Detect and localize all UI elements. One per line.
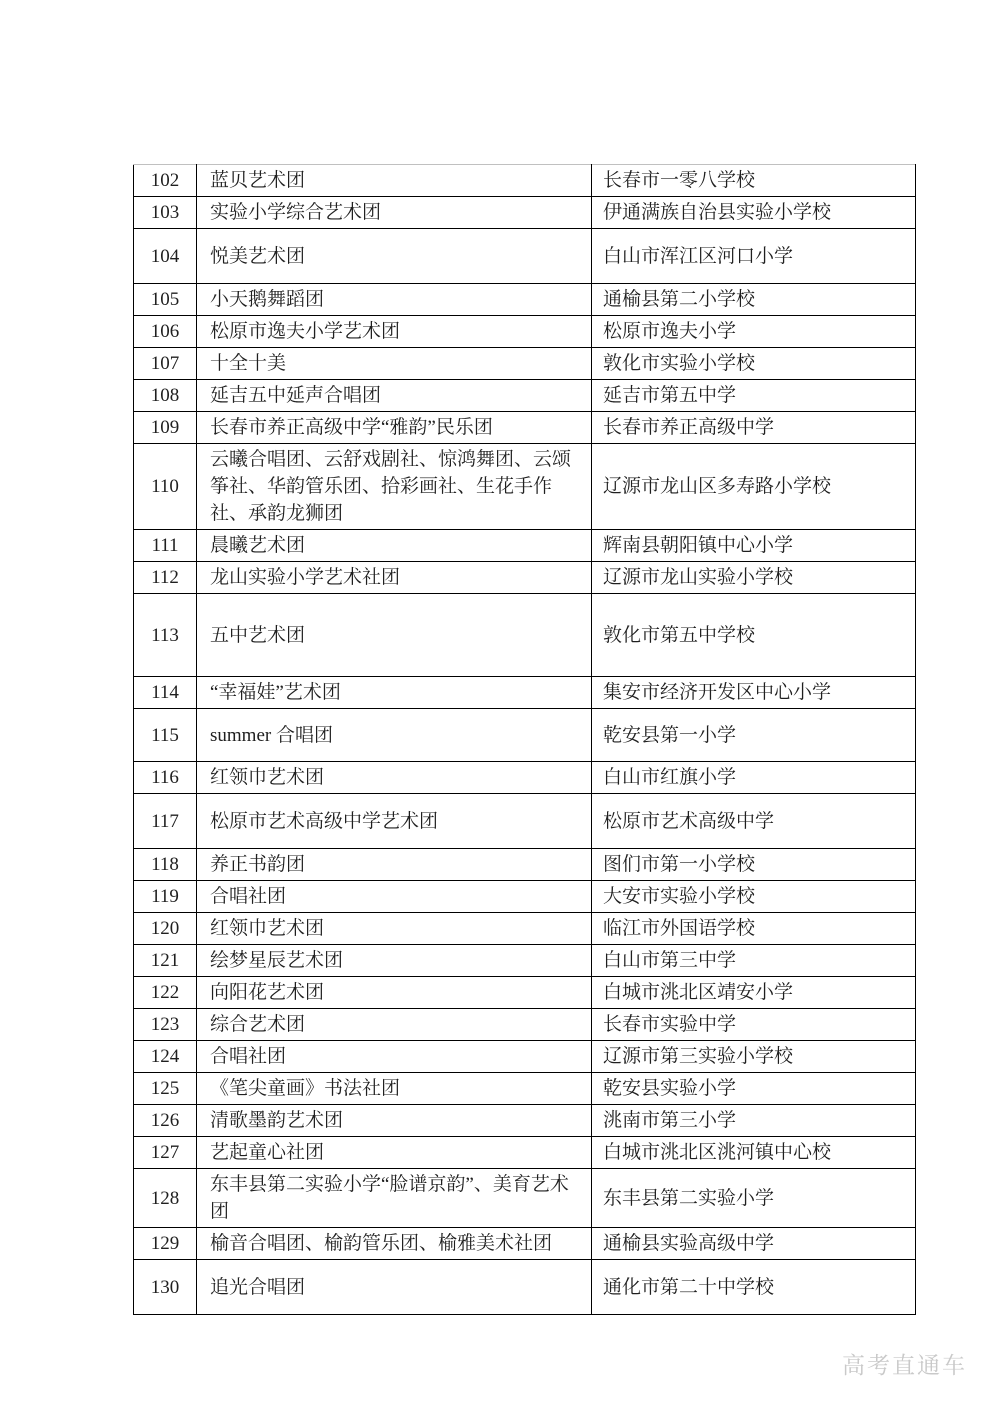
school-name-cell: 乾安县第一小学 bbox=[592, 709, 916, 762]
table-row bbox=[134, 380, 916, 412]
table-row bbox=[134, 1169, 916, 1228]
group-name-cell: 艺起童心社团 bbox=[197, 1137, 592, 1169]
group-name-cell: 榆音合唱团、榆韵管乐团、榆雅美术社团 bbox=[197, 1228, 592, 1260]
school-name-cell: 洮南市第三小学 bbox=[592, 1105, 916, 1137]
row-number-cell: 130 bbox=[134, 1260, 197, 1315]
row-number-cell: 121 bbox=[134, 945, 197, 977]
school-name-cell: 辽源市龙山实验小学校 bbox=[592, 562, 916, 594]
school-name-cell: 白山市浑江区河口小学 bbox=[592, 229, 916, 284]
school-name-cell: 敦化市第五中学校 bbox=[592, 594, 916, 677]
school-name-cell: 大安市实验小学校 bbox=[592, 881, 916, 913]
group-name-cell: 合唱社团 bbox=[197, 881, 592, 913]
table-body bbox=[134, 165, 916, 1315]
school-name-cell: 长春市一零八学校 bbox=[592, 165, 916, 197]
table-row bbox=[134, 594, 916, 677]
group-name-cell: 五中艺术团 bbox=[197, 594, 592, 677]
group-name-cell: “幸福娃”艺术团 bbox=[197, 677, 592, 709]
table-row bbox=[134, 1260, 916, 1315]
school-name-cell: 长春市养正高级中学 bbox=[592, 412, 916, 444]
school-name-cell: 乾安县实验小学 bbox=[592, 1073, 916, 1105]
group-name-cell: 追光合唱团 bbox=[197, 1260, 592, 1315]
table-row bbox=[134, 1041, 916, 1073]
row-number-cell: 118 bbox=[134, 849, 197, 881]
watermark: 高考直通车 bbox=[842, 1353, 967, 1378]
group-name-cell: 《笔尖童画》书法社团 bbox=[197, 1073, 592, 1105]
group-name-cell: 实验小学综合艺术团 bbox=[197, 197, 592, 229]
group-name-cell: 十全十美 bbox=[197, 348, 592, 380]
table-row bbox=[134, 197, 916, 229]
group-name-cell: 清歌墨韵艺术团 bbox=[197, 1105, 592, 1137]
group-name-cell: 东丰县第二实验小学“脸谱京韵”、美育艺术团 bbox=[197, 1169, 592, 1228]
table-row bbox=[134, 709, 916, 762]
row-number-cell: 104 bbox=[134, 229, 197, 284]
table-row bbox=[134, 677, 916, 709]
school-name-cell: 伊通满族自治县实验小学校 bbox=[592, 197, 916, 229]
table-row bbox=[134, 913, 916, 945]
group-name-cell: 合唱社团 bbox=[197, 1041, 592, 1073]
school-name-cell: 东丰县第二实验小学 bbox=[592, 1169, 916, 1228]
row-number-cell: 119 bbox=[134, 881, 197, 913]
row-number-cell: 120 bbox=[134, 913, 197, 945]
school-name-cell: 敦化市实验小学校 bbox=[592, 348, 916, 380]
group-name-cell: 蓝贝艺术团 bbox=[197, 165, 592, 197]
school-name-cell: 通榆县第二小学校 bbox=[592, 284, 916, 316]
table-row bbox=[134, 1105, 916, 1137]
row-number-cell: 110 bbox=[134, 444, 197, 530]
group-name-cell: 红领巾艺术团 bbox=[197, 762, 592, 794]
row-number-cell: 111 bbox=[134, 530, 197, 562]
row-number-cell: 123 bbox=[134, 1009, 197, 1041]
row-number-cell: 113 bbox=[134, 594, 197, 677]
school-name-cell: 白山市第三中学 bbox=[592, 945, 916, 977]
school-name-cell: 辽源市第三实验小学校 bbox=[592, 1041, 916, 1073]
group-name-cell: 养正书韵团 bbox=[197, 849, 592, 881]
row-number-cell: 109 bbox=[134, 412, 197, 444]
table-row bbox=[134, 1137, 916, 1169]
table-row bbox=[134, 316, 916, 348]
school-name-cell: 白山市红旗小学 bbox=[592, 762, 916, 794]
row-number-cell: 129 bbox=[134, 1228, 197, 1260]
row-number-cell: 103 bbox=[134, 197, 197, 229]
group-name-cell: 晨曦艺术团 bbox=[197, 530, 592, 562]
row-number-cell: 115 bbox=[134, 709, 197, 762]
table-row bbox=[134, 881, 916, 913]
school-name-cell: 临江市外国语学校 bbox=[592, 913, 916, 945]
table-row bbox=[134, 794, 916, 849]
school-name-cell: 长春市实验中学 bbox=[592, 1009, 916, 1041]
group-name-cell: 综合艺术团 bbox=[197, 1009, 592, 1041]
row-number-cell: 125 bbox=[134, 1073, 197, 1105]
school-name-cell: 延吉市第五中学 bbox=[592, 380, 916, 412]
row-number-cell: 116 bbox=[134, 762, 197, 794]
row-number-cell: 107 bbox=[134, 348, 197, 380]
row-number-cell: 128 bbox=[134, 1169, 197, 1228]
table-row bbox=[134, 412, 916, 444]
table-row bbox=[134, 977, 916, 1009]
table-row bbox=[134, 530, 916, 562]
table-row bbox=[134, 849, 916, 881]
group-name-cell: 松原市逸夫小学艺术团 bbox=[197, 316, 592, 348]
group-name-cell: 延吉五中延声合唱团 bbox=[197, 380, 592, 412]
table-row bbox=[134, 1073, 916, 1105]
table-row bbox=[134, 348, 916, 380]
group-name-cell: 悦美艺术团 bbox=[197, 229, 592, 284]
group-name-cell: 小天鹅舞蹈团 bbox=[197, 284, 592, 316]
group-name-cell: 长春市养正高级中学“雅韵”民乐团 bbox=[197, 412, 592, 444]
row-number-cell: 114 bbox=[134, 677, 197, 709]
row-number-cell: 127 bbox=[134, 1137, 197, 1169]
group-name-cell: 龙山实验小学艺术社团 bbox=[197, 562, 592, 594]
table-row bbox=[134, 562, 916, 594]
document-table bbox=[133, 164, 916, 1315]
group-name-cell: summer 合唱团 bbox=[197, 709, 592, 762]
school-name-cell: 辉南县朝阳镇中心小学 bbox=[592, 530, 916, 562]
table-row bbox=[134, 165, 916, 197]
table-row bbox=[134, 762, 916, 794]
row-number-cell: 108 bbox=[134, 380, 197, 412]
school-name-cell: 通榆县实验高级中学 bbox=[592, 1228, 916, 1260]
school-name-cell: 白城市洮北区洮河镇中心校 bbox=[592, 1137, 916, 1169]
table-row bbox=[134, 1009, 916, 1041]
school-name-cell: 松原市艺术高级中学 bbox=[592, 794, 916, 849]
row-number-cell: 117 bbox=[134, 794, 197, 849]
school-name-cell: 松原市逸夫小学 bbox=[592, 316, 916, 348]
group-name-cell: 松原市艺术高级中学艺术团 bbox=[197, 794, 592, 849]
table-row bbox=[134, 945, 916, 977]
table-row bbox=[134, 444, 916, 530]
group-name-cell: 云曦合唱团、云舒戏剧社、惊鸿舞团、云颂筝社、华韵管乐团、拾彩画社、生花手作社、承韵龙狮团 bbox=[197, 444, 592, 530]
table-row bbox=[134, 229, 916, 284]
school-name-cell: 白城市洮北区靖安小学 bbox=[592, 977, 916, 1009]
group-name-cell: 红领巾艺术团 bbox=[197, 913, 592, 945]
row-number-cell: 122 bbox=[134, 977, 197, 1009]
row-number-cell: 112 bbox=[134, 562, 197, 594]
row-number-cell: 124 bbox=[134, 1041, 197, 1073]
group-name-cell: 向阳花艺术团 bbox=[197, 977, 592, 1009]
row-number-cell: 106 bbox=[134, 316, 197, 348]
school-name-cell: 辽源市龙山区多寿路小学校 bbox=[592, 444, 916, 530]
table-row bbox=[134, 1228, 916, 1260]
table-row bbox=[134, 284, 916, 316]
row-number-cell: 126 bbox=[134, 1105, 197, 1137]
group-name-cell: 绘梦星辰艺术团 bbox=[197, 945, 592, 977]
row-number-cell: 105 bbox=[134, 284, 197, 316]
school-name-cell: 集安市经济开发区中心小学 bbox=[592, 677, 916, 709]
school-name-cell: 通化市第二十中学校 bbox=[592, 1260, 916, 1315]
school-name-cell: 图们市第一小学校 bbox=[592, 849, 916, 881]
row-number-cell: 102 bbox=[134, 165, 197, 197]
